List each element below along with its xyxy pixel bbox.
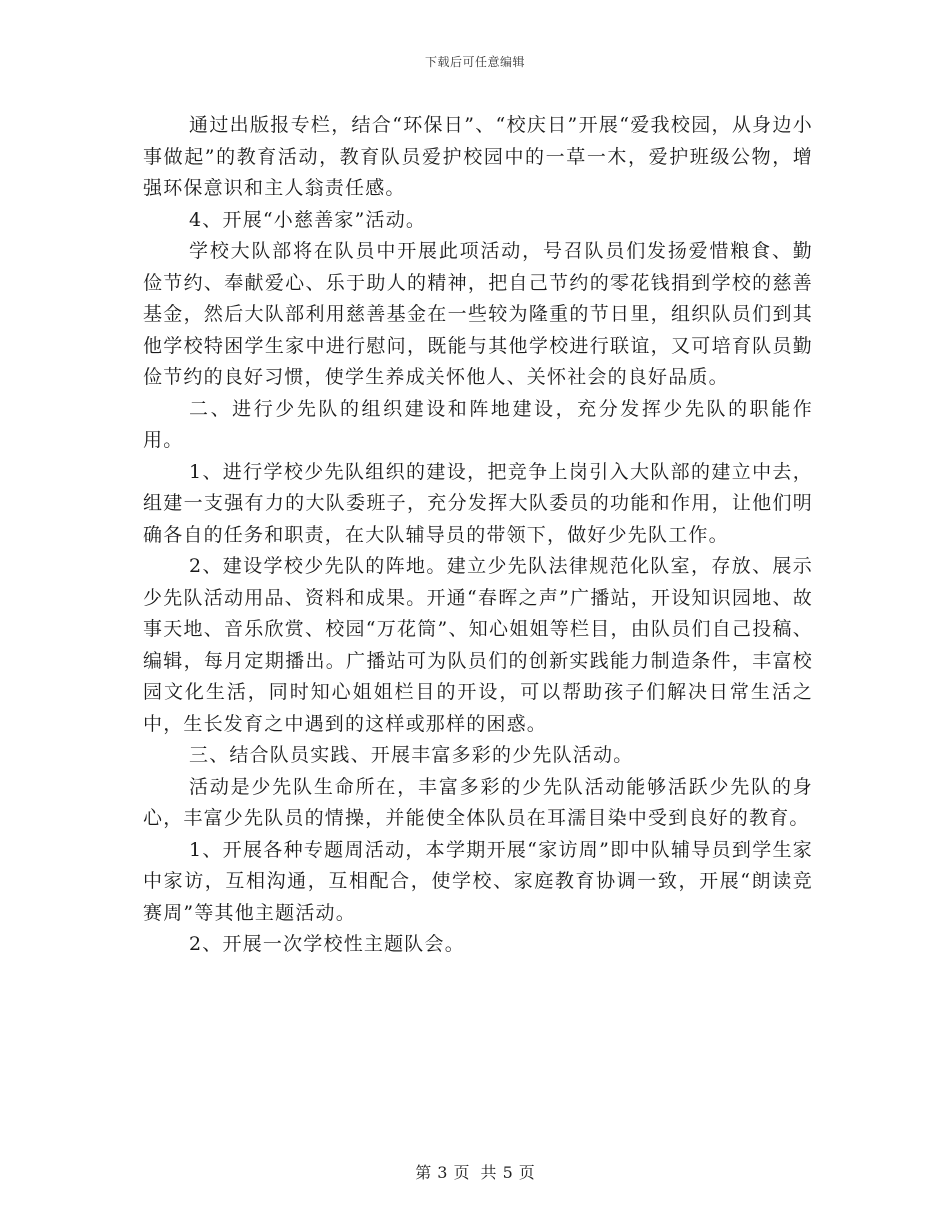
- paragraph-7: 三、结合队员实践、开展丰富多彩的少先队活动。: [189, 744, 634, 766]
- paragraph-6: 2、建设学校少先队的阵地。建立少先队法律规范化队室，存放、展示少先队活动用品、资料和成果。开通“春晖之声”广播站，开设知识园地、故事天地、音乐欣赏、校园“万花筒”、知心姐姐等栏目，由队员们自己投稿、编辑，每月定期播出。广播站可为队员们的创新实践能力制造条件，丰富校园文化生活，同时知心姐姐栏目的开设，可以帮助孩子们解决日常生活之中，生长发育之中遇到的这样或那样的困惑。: [143, 555, 813, 735]
- paragraph-5: 1、进行学校少先队组织的建设，把竞争上岗引入大队部的建立中去，组建一支强有力的大队委班子，充分发挥大队委员的功能和作用，让他们明确各自的任务和职责，在大队辅导员的带领下，做好少先队工作。: [143, 460, 813, 546]
- paragraph-8: 活动是少先队生命所在，丰富多彩的少先队活动能够活跃少先队的身心，丰富少先队员的情操，并能使全体队员在耳濡目染中受到良好的教育。: [143, 775, 813, 829]
- page-footer: [0, 1160, 950, 1183]
- paragraph-1: 通过出版报专栏，结合“环保日”、“校庆日”开展“爱我校园，从身边小事做起”的教育活动，教育队员爱护校园中的一草一木，爱护班级公物，增强环保意识和主人翁责任感。: [143, 114, 813, 199]
- footer-total-label: 共: [480, 1163, 497, 1182]
- paragraph-4: 二、进行少先队的组织建设和阵地建设，充分发挥少先队的职能作用。: [143, 397, 813, 451]
- footer-page-number: 3: [437, 1163, 448, 1182]
- paragraph-9: 1、开展各种专题周活动，本学期开展“家访周”即中队辅导员到学生家中家访，互相沟通，互相配合，使学校、家庭教育协调一致，开展“朗读竞赛周”等其他主题活动。: [143, 838, 813, 924]
- footer-page-label: 页: [453, 1163, 470, 1182]
- paragraph-3: 学校大队部将在队员中开展此项活动，号召队员们发扬爱惜粮食、勤俭节约、奉献爱心、乐于助人的精神，把自己节约的零花钱捐到学校的慈善基金，然后大队部利用慈善基金在一些较为隆重的节日里，组织队员们到其他学校特困学生家中进行慰问，既能与其他学校进行联谊，又可培育队员勤俭节约的良好习惯，使学生养成关怀他人、关怀社会的良好品质。: [143, 240, 813, 388]
- paragraph-2: 4、开展“小慈善家”活动。: [189, 208, 427, 231]
- footer-suffix: 页: [518, 1163, 535, 1182]
- document-body: [143, 110, 813, 961]
- page-header-note: 下载后可任意编辑: [424, 55, 525, 69]
- paragraph-10: 2、开展一次学校性主题队会。: [189, 933, 465, 955]
- footer-total-pages: 5: [502, 1163, 513, 1182]
- footer-prefix: 第: [415, 1163, 432, 1182]
